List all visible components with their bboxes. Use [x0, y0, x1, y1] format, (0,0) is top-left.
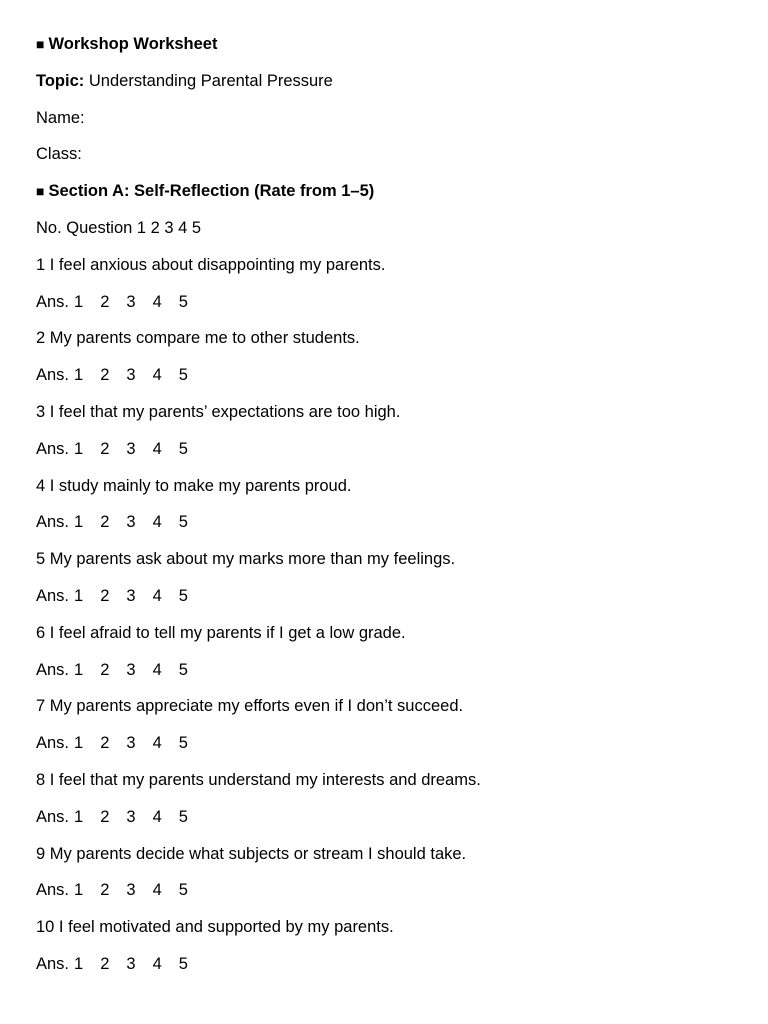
question-text: 3 I feel that my parents’ expectations are too high.	[36, 402, 401, 421]
answer-label: Ans.	[36, 881, 70, 900]
rating-option[interactable]: 4	[152, 366, 162, 385]
rating-option[interactable]: 4	[152, 954, 162, 973]
section-a-title: Section A: Self-Reflection (Rate from 1–5)	[48, 182, 375, 201]
section-a-heading	[36, 181, 748, 218]
worksheet-title: Workshop Worksheet	[48, 35, 218, 53]
rating-option[interactable]: 4	[152, 807, 162, 826]
answer-row	[36, 660, 748, 697]
answer-row	[36, 512, 748, 549]
answer-label: Ans.	[36, 513, 70, 532]
rating-option[interactable]: 4	[152, 513, 162, 532]
rating-option[interactable]: 2	[100, 586, 110, 605]
question-text: 6 I feel afraid to tell my parents if I get a low grade.	[36, 623, 406, 642]
rating-option[interactable]: 3	[126, 513, 136, 532]
rating-option[interactable]: 5	[178, 954, 188, 973]
rating-option[interactable]: 5	[178, 292, 188, 311]
rating-option[interactable]: 5	[178, 881, 188, 900]
answer-label: Ans.	[36, 586, 70, 605]
answer-label: Ans.	[36, 439, 70, 458]
square-bullet-icon: ■	[36, 183, 45, 200]
rating-option[interactable]: 3	[126, 292, 136, 311]
question-text: 1 I feel anxious about disappointing my parents.	[36, 255, 386, 274]
rating-option[interactable]: 5	[178, 366, 188, 385]
question-text: 5 My parents ask about my marks more than my feelings.	[36, 550, 456, 569]
rating-option[interactable]: 4	[152, 734, 162, 753]
topic-line	[36, 71, 748, 108]
rating-option[interactable]: 2	[100, 439, 110, 458]
rating-option[interactable]: 4	[152, 586, 162, 605]
rating-option[interactable]: 3	[126, 439, 136, 458]
rating-option[interactable]: 3	[126, 954, 136, 973]
rating-option[interactable]: 5	[178, 513, 188, 532]
rating-option[interactable]: 1	[74, 586, 84, 605]
question-text: 2 My parents compare me to other students.	[36, 329, 360, 348]
rating-option[interactable]: 3	[126, 586, 136, 605]
rating-option[interactable]: 5	[178, 586, 188, 605]
question-text: 8 I feel that my parents understand my interests and dreams.	[36, 770, 481, 789]
table-header: No. Question 1 2 3 4 5	[36, 218, 202, 237]
topic-value: Understanding Parental Pressure	[88, 71, 333, 90]
rating-option[interactable]: 1	[74, 807, 84, 826]
rating-option[interactable]: 5	[178, 734, 188, 753]
class-field[interactable]	[36, 144, 748, 181]
rating-option[interactable]: 1	[74, 734, 84, 753]
rating-option[interactable]: 1	[74, 366, 84, 385]
rating-option[interactable]: 4	[152, 292, 162, 311]
question-text: 7 My parents appreciate my efforts even if I don’t succeed.	[36, 697, 464, 716]
rating-option[interactable]: 5	[178, 807, 188, 826]
topic-label: Topic:	[36, 71, 85, 90]
question-text: 9 My parents decide what subjects or stream I should take.	[36, 844, 467, 863]
answer-row	[36, 954, 748, 991]
rating-option[interactable]: 3	[126, 881, 136, 900]
rating-option[interactable]: 1	[74, 660, 84, 679]
rating-option[interactable]: 5	[178, 439, 188, 458]
class-label: Class:	[36, 145, 82, 164]
answer-label: Ans.	[36, 292, 70, 311]
answer-label: Ans.	[36, 807, 70, 826]
question-list	[36, 255, 748, 991]
rating-option[interactable]: 3	[126, 660, 136, 679]
rating-option[interactable]: 2	[100, 366, 110, 385]
rating-option[interactable]: 4	[152, 660, 162, 679]
answer-row	[36, 439, 748, 476]
answer-row	[36, 586, 748, 623]
question-text: 10 I feel motivated and supported by my parents.	[36, 918, 394, 937]
answer-row	[36, 807, 748, 844]
rating-option[interactable]: 4	[152, 881, 162, 900]
rating-option[interactable]: 2	[100, 807, 110, 826]
rating-option[interactable]: 3	[126, 734, 136, 753]
square-bullet-icon: ■	[36, 36, 45, 52]
answer-row	[36, 733, 748, 770]
rating-option[interactable]: 3	[126, 366, 136, 385]
answer-label: Ans.	[36, 660, 70, 679]
rating-option[interactable]: 4	[152, 439, 162, 458]
answer-row	[36, 880, 748, 917]
rating-option[interactable]: 2	[100, 954, 110, 973]
rating-option[interactable]: 2	[100, 513, 110, 532]
worksheet-page	[36, 34, 748, 991]
answer-label: Ans.	[36, 734, 70, 753]
question-text: 4 I study mainly to make my parents proud.	[36, 476, 352, 495]
rating-option[interactable]: 1	[74, 513, 84, 532]
answer-row	[36, 292, 748, 329]
rating-option[interactable]: 3	[126, 807, 136, 826]
rating-option[interactable]: 1	[74, 881, 84, 900]
rating-option[interactable]: 1	[74, 292, 84, 311]
rating-option[interactable]: 2	[100, 734, 110, 753]
rating-option[interactable]: 5	[178, 660, 188, 679]
rating-option[interactable]: 1	[74, 954, 84, 973]
name-field[interactable]	[36, 108, 748, 145]
rating-option[interactable]: 1	[74, 439, 84, 458]
answer-label: Ans.	[36, 954, 70, 973]
name-label: Name:	[36, 108, 85, 127]
answer-row	[36, 365, 748, 402]
rating-option[interactable]: 2	[100, 292, 110, 311]
worksheet-heading	[36, 34, 748, 71]
answer-label: Ans.	[36, 366, 70, 385]
rating-option[interactable]: 2	[100, 881, 110, 900]
rating-option[interactable]: 2	[100, 660, 110, 679]
